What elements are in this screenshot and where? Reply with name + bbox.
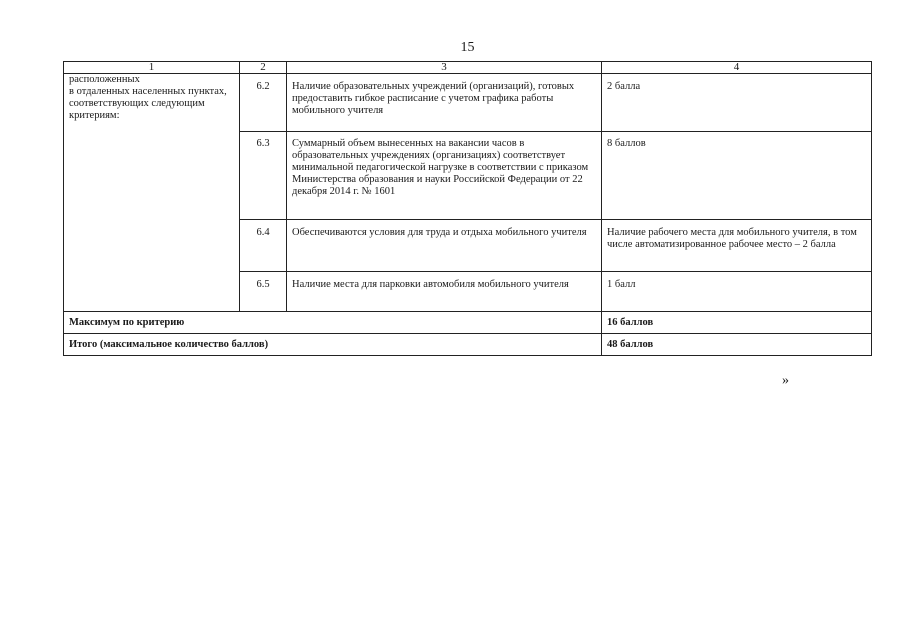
total-score-value: 48 баллов	[602, 334, 872, 356]
criterion-number: 6.4	[240, 220, 287, 272]
table-header-row	[64, 62, 872, 74]
criterion-score: 1 балл	[602, 272, 872, 312]
criterion-text: Наличие места для парковки автомобиля мобильного учителя	[287, 272, 602, 312]
group-label: расположенных в отдаленных населенных пунктах, соответствующих следующим критериям:	[64, 74, 240, 312]
total-score-label: Итого (максимальное количество баллов)	[64, 334, 602, 356]
max-score-row	[64, 312, 872, 334]
criterion-text: Суммарный объем вынесенных на вакансии часов в образовательных учреждениях (организациях) соответствует минимальной педагогической нагрузке в соответствии с приказом Министерства образования и науки Российской Федерации от 22 декабря 2014 г. № 1601	[287, 132, 602, 220]
page-number: 15	[460, 40, 475, 55]
criterion-score: 8 баллов	[602, 132, 872, 220]
header-col-2: 2	[240, 62, 287, 74]
criterion-text: Обеспечиваются условия для труда и отдыха мобильного учителя	[287, 220, 602, 272]
closing-quote: »	[782, 373, 789, 388]
criterion-text: Наличие образовательных учреждений (организаций), готовых предоставить гибкое расписание с учетом графика работы мобильного учителя	[287, 74, 602, 132]
header-col-3: 3	[287, 62, 602, 74]
max-score-value: 16 баллов	[602, 312, 872, 334]
criterion-number: 6.3	[240, 132, 287, 220]
header-col-4: 4	[602, 62, 872, 74]
max-score-label: Максимум по критерию	[64, 312, 602, 334]
criteria-table	[63, 61, 872, 356]
criterion-number: 6.5	[240, 272, 287, 312]
table-row	[64, 74, 872, 132]
header-col-1: 1	[64, 62, 240, 74]
criterion-number: 6.2	[240, 74, 287, 132]
criterion-score: 2 балла	[602, 74, 872, 132]
criterion-score: Наличие рабочего места для мобильного учителя, в том числе автоматизированное рабочее место – 2 балла	[602, 220, 872, 272]
total-score-row	[64, 334, 872, 356]
